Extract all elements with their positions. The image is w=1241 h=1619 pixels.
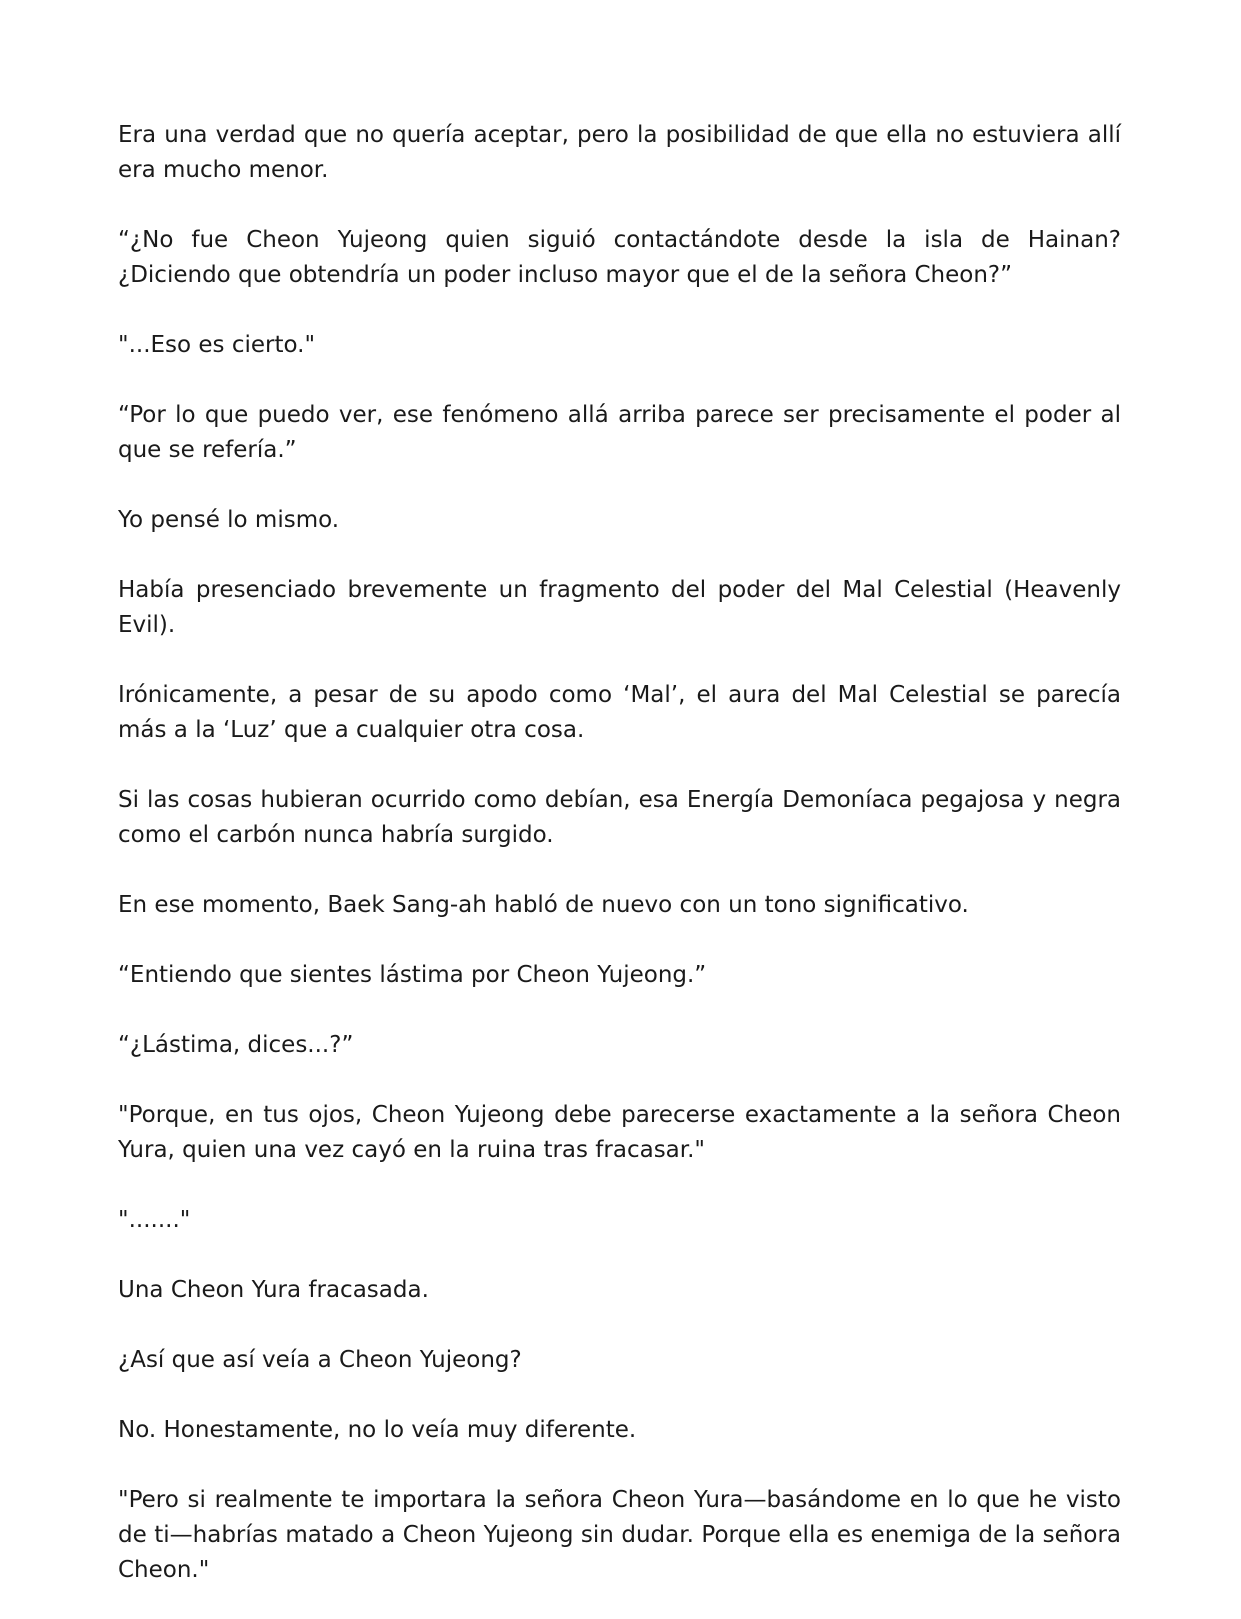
- paragraph: “Por lo que puedo ver, ese fenómeno allá arriba parece ser precisamente el poder al que se refería.”: [118, 402, 1121, 463]
- paragraph: "Pero si realmente te importara la señora Cheon Yura—basándome en lo que he visto de ti—habrías matado a Cheon Yujeong sin dudar. Porque ella es enemiga de la señora Cheon.": [118, 1487, 1121, 1583]
- paragraph: Yo pensé lo mismo.: [118, 507, 340, 533]
- paragraph: Irónicamente, a pesar de su apodo como ‘Mal’, el aura del Mal Celestial se parecía más a la ‘Luz’ que a cualquier otra cosa.: [118, 682, 1121, 743]
- paragraph: Era una verdad que no quería aceptar, pero la posibilidad de que ella no estuviera allí era mucho menor.: [118, 122, 1121, 183]
- paragraph: ¿Así que así veía a Cheon Yujeong?: [118, 1347, 522, 1373]
- paragraph: “¿No fue Cheon Yujeong quien siguió contactándote desde la isla de Hainan? ¿Diciendo que obtendría un poder incluso mayor que el de la señora Cheon?”: [118, 227, 1121, 288]
- paragraph: “¿Lástima, dices...?”: [118, 1032, 354, 1058]
- paragraph: "...Eso es cierto.": [118, 332, 316, 358]
- paragraph: Había presenciado brevemente un fragmento del poder del Mal Celestial (Heavenly Evil).: [118, 577, 1121, 638]
- paragraph: ".......": [118, 1207, 191, 1233]
- paragraph: "Porque, en tus ojos, Cheon Yujeong debe parecerse exactamente a la señora Cheon Yura, quien una vez cayó en la ruina tras fracasar.": [118, 1102, 1121, 1163]
- paragraph: En ese momento, Baek Sang-ah habló de nuevo con un tono significativo.: [118, 892, 969, 918]
- paragraph: No. Honestamente, no lo veía muy diferente.: [118, 1417, 637, 1443]
- paragraph: “Entiendo que sientes lástima por Cheon Yujeong.”: [118, 962, 707, 988]
- paragraph: Una Cheon Yura fracasada.: [118, 1277, 429, 1303]
- paragraph: Si las cosas hubieran ocurrido como debían, esa Energía Demoníaca pegajosa y negra como el carbón nunca habría surgido.: [118, 787, 1121, 848]
